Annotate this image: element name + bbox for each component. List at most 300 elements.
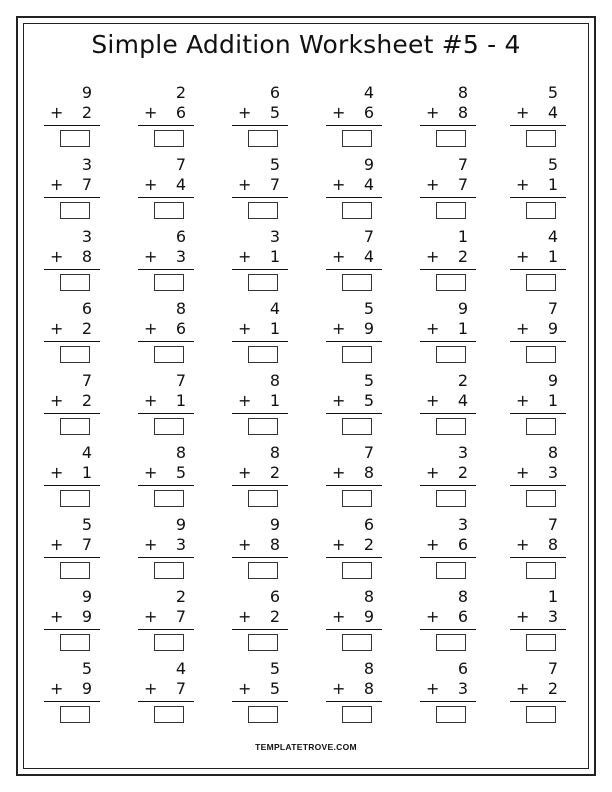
- sum-line: [44, 701, 100, 702]
- addend-bottom: 9: [547, 319, 558, 338]
- answer-box[interactable]: [436, 274, 466, 291]
- addend-bottom: 4: [547, 103, 558, 122]
- addend-bottom: 4: [363, 247, 374, 266]
- answer-box[interactable]: [526, 346, 556, 363]
- addition-problem: [134, 658, 194, 726]
- plus-sign: +: [516, 319, 530, 338]
- sum-line: [44, 197, 100, 198]
- addend-bottom: 1: [81, 463, 92, 482]
- addition-problem: [228, 658, 288, 726]
- problem-row: [0, 226, 612, 298]
- addition-problem: [40, 82, 100, 150]
- answer-box[interactable]: [526, 706, 556, 723]
- addition-problem: [416, 226, 476, 294]
- addend-bottom: 8: [547, 535, 558, 554]
- plus-sign: +: [332, 175, 346, 194]
- sum-line: [44, 485, 100, 486]
- sum-line: [138, 125, 194, 126]
- answer-box[interactable]: [342, 130, 372, 147]
- addend-top: 4: [547, 227, 558, 246]
- problem-row: [0, 370, 612, 442]
- plus-sign: +: [426, 535, 440, 554]
- addend-bottom: 9: [81, 679, 92, 698]
- sum-line: [138, 341, 194, 342]
- answer-box[interactable]: [526, 562, 556, 579]
- addend-top: 2: [457, 371, 468, 390]
- worksheet-title: Simple Addition Worksheet #5 - 4: [91, 30, 521, 59]
- addition-problem: [228, 514, 288, 582]
- answer-box[interactable]: [248, 274, 278, 291]
- answer-box[interactable]: [248, 562, 278, 579]
- plus-sign: +: [426, 103, 440, 122]
- answer-box[interactable]: [154, 490, 184, 507]
- addend-top: 2: [175, 587, 186, 606]
- addend-top: 5: [269, 659, 280, 678]
- addend-bottom: 2: [81, 319, 92, 338]
- answer-box[interactable]: [60, 418, 90, 435]
- plus-sign: +: [50, 679, 64, 698]
- addend-bottom: 5: [269, 103, 280, 122]
- plus-sign: +: [144, 103, 158, 122]
- plus-sign: +: [144, 607, 158, 626]
- answer-box[interactable]: [342, 562, 372, 579]
- sum-line: [44, 125, 100, 126]
- plus-sign: +: [332, 103, 346, 122]
- addend-top: 6: [457, 659, 468, 678]
- answer-box[interactable]: [436, 706, 466, 723]
- sum-line: [326, 413, 382, 414]
- addition-problem: [416, 154, 476, 222]
- plus-sign: +: [50, 463, 64, 482]
- sum-line: [138, 485, 194, 486]
- addend-bottom: 2: [457, 463, 468, 482]
- addend-bottom: 5: [363, 391, 374, 410]
- addend-top: 3: [457, 443, 468, 462]
- plus-sign: +: [238, 175, 252, 194]
- plus-sign: +: [144, 535, 158, 554]
- sum-line: [138, 557, 194, 558]
- addend-top: 4: [363, 83, 374, 102]
- answer-box[interactable]: [436, 346, 466, 363]
- addition-problem: [228, 154, 288, 222]
- plus-sign: +: [50, 175, 64, 194]
- plus-sign: +: [332, 679, 346, 698]
- problem-row: [0, 658, 612, 730]
- addend-top: 7: [175, 371, 186, 390]
- plus-sign: +: [50, 319, 64, 338]
- addend-top: 8: [269, 371, 280, 390]
- problem-row: [0, 82, 612, 154]
- addition-problem: [506, 442, 566, 510]
- sum-line: [420, 413, 476, 414]
- addend-bottom: 1: [269, 391, 280, 410]
- sum-line: [44, 341, 100, 342]
- plus-sign: +: [516, 103, 530, 122]
- addend-top: 5: [81, 515, 92, 534]
- addend-bottom: 8: [81, 247, 92, 266]
- addend-top: 8: [175, 443, 186, 462]
- addend-top: 5: [81, 659, 92, 678]
- addition-problem: [134, 586, 194, 654]
- addition-problem: [134, 154, 194, 222]
- addition-problem: [506, 298, 566, 366]
- answer-box[interactable]: [342, 634, 372, 651]
- plus-sign: +: [144, 679, 158, 698]
- addend-bottom: 6: [175, 319, 186, 338]
- addend-top: 6: [363, 515, 374, 534]
- addend-top: 5: [269, 155, 280, 174]
- problem-row: [0, 442, 612, 514]
- answer-box[interactable]: [342, 418, 372, 435]
- answer-box[interactable]: [60, 562, 90, 579]
- sum-line: [138, 269, 194, 270]
- answer-box[interactable]: [526, 490, 556, 507]
- sum-line: [510, 341, 566, 342]
- addition-problem: [506, 154, 566, 222]
- addend-top: 6: [269, 587, 280, 606]
- plus-sign: +: [516, 247, 530, 266]
- addend-top: 4: [81, 443, 92, 462]
- answer-box[interactable]: [248, 634, 278, 651]
- addend-top: 8: [363, 659, 374, 678]
- plus-sign: +: [516, 679, 530, 698]
- sum-line: [232, 413, 288, 414]
- plus-sign: +: [332, 391, 346, 410]
- addition-problem: [134, 370, 194, 438]
- sum-line: [510, 557, 566, 558]
- addend-top: 7: [175, 155, 186, 174]
- addend-bottom: 5: [269, 679, 280, 698]
- addend-top: 7: [547, 659, 558, 678]
- sum-line: [232, 629, 288, 630]
- addition-problem: [40, 154, 100, 222]
- addition-problem: [506, 226, 566, 294]
- sum-line: [232, 557, 288, 558]
- addition-problem: [40, 586, 100, 654]
- addition-problem: [322, 514, 382, 582]
- addend-top: 9: [269, 515, 280, 534]
- addend-top: 8: [457, 83, 468, 102]
- addend-bottom: 8: [269, 535, 280, 554]
- addend-bottom: 2: [269, 463, 280, 482]
- sum-line: [420, 701, 476, 702]
- addition-problem: [322, 154, 382, 222]
- addend-bottom: 2: [547, 679, 558, 698]
- answer-box[interactable]: [154, 346, 184, 363]
- answer-box[interactable]: [154, 706, 184, 723]
- answer-box[interactable]: [436, 490, 466, 507]
- plus-sign: +: [516, 391, 530, 410]
- sum-line: [138, 413, 194, 414]
- answer-box[interactable]: [526, 130, 556, 147]
- addend-top: 5: [547, 155, 558, 174]
- plus-sign: +: [238, 103, 252, 122]
- addend-top: 6: [269, 83, 280, 102]
- addend-bottom: 2: [363, 535, 374, 554]
- addend-bottom: 6: [457, 535, 468, 554]
- sum-line: [420, 269, 476, 270]
- answer-box[interactable]: [60, 346, 90, 363]
- addend-bottom: 8: [457, 103, 468, 122]
- plus-sign: +: [238, 391, 252, 410]
- addend-top: 5: [363, 299, 374, 318]
- addition-problem: [416, 586, 476, 654]
- plus-sign: +: [516, 607, 530, 626]
- sum-line: [44, 269, 100, 270]
- addend-top: 1: [547, 587, 558, 606]
- sum-line: [232, 197, 288, 198]
- addend-bottom: 5: [175, 463, 186, 482]
- addition-problem: [506, 82, 566, 150]
- plus-sign: +: [238, 607, 252, 626]
- addend-bottom: 7: [175, 607, 186, 626]
- sum-line: [420, 341, 476, 342]
- plus-sign: +: [516, 535, 530, 554]
- sum-line: [326, 197, 382, 198]
- addend-bottom: 1: [547, 247, 558, 266]
- addend-top: 5: [363, 371, 374, 390]
- addition-problem: [40, 370, 100, 438]
- plus-sign: +: [426, 463, 440, 482]
- addend-top: 9: [363, 155, 374, 174]
- answer-box[interactable]: [248, 202, 278, 219]
- addition-problem: [228, 298, 288, 366]
- addend-top: 8: [175, 299, 186, 318]
- addend-top: 4: [269, 299, 280, 318]
- plus-sign: +: [144, 247, 158, 266]
- addend-bottom: 3: [457, 679, 468, 698]
- plus-sign: +: [426, 607, 440, 626]
- addend-top: 5: [547, 83, 558, 102]
- addend-bottom: 3: [547, 463, 558, 482]
- addend-bottom: 1: [547, 391, 558, 410]
- addition-problem: [228, 442, 288, 510]
- answer-box[interactable]: [526, 202, 556, 219]
- plus-sign: +: [238, 319, 252, 338]
- addend-top: 7: [457, 155, 468, 174]
- addition-problem: [322, 82, 382, 150]
- addend-bottom: 7: [175, 679, 186, 698]
- plus-sign: +: [426, 679, 440, 698]
- addition-problem: [228, 370, 288, 438]
- plus-sign: +: [144, 175, 158, 194]
- addend-bottom: 2: [457, 247, 468, 266]
- plus-sign: +: [332, 607, 346, 626]
- addend-top: 7: [363, 443, 374, 462]
- answer-box[interactable]: [248, 490, 278, 507]
- answer-box[interactable]: [154, 202, 184, 219]
- answer-box[interactable]: [60, 490, 90, 507]
- addition-problem: [322, 370, 382, 438]
- answer-box[interactable]: [60, 202, 90, 219]
- addend-bottom: 1: [269, 319, 280, 338]
- addend-top: 9: [81, 83, 92, 102]
- plus-sign: +: [50, 535, 64, 554]
- answer-box[interactable]: [436, 202, 466, 219]
- plus-sign: +: [238, 247, 252, 266]
- addend-top: 7: [547, 515, 558, 534]
- sum-line: [326, 701, 382, 702]
- answer-box[interactable]: [60, 130, 90, 147]
- answer-box[interactable]: [60, 706, 90, 723]
- sum-line: [510, 269, 566, 270]
- sum-line: [326, 485, 382, 486]
- addition-problem: [134, 226, 194, 294]
- addend-top: 3: [269, 227, 280, 246]
- answer-box[interactable]: [526, 274, 556, 291]
- answer-box[interactable]: [248, 346, 278, 363]
- sum-line: [420, 629, 476, 630]
- sum-line: [510, 197, 566, 198]
- answer-box[interactable]: [342, 346, 372, 363]
- footer-brand: TEMPLATETROVE.COM: [255, 742, 357, 752]
- plus-sign: +: [426, 247, 440, 266]
- addition-problem: [228, 82, 288, 150]
- addend-top: 6: [81, 299, 92, 318]
- plus-sign: +: [50, 607, 64, 626]
- addend-top: 9: [457, 299, 468, 318]
- addition-problem: [322, 226, 382, 294]
- addend-bottom: 2: [269, 607, 280, 626]
- sum-line: [510, 485, 566, 486]
- plus-sign: +: [144, 391, 158, 410]
- plus-sign: +: [144, 319, 158, 338]
- addend-top: 9: [81, 587, 92, 606]
- plus-sign: +: [516, 463, 530, 482]
- addend-top: 9: [175, 515, 186, 534]
- sum-line: [510, 125, 566, 126]
- addition-problem: [322, 658, 382, 726]
- addend-top: 2: [175, 83, 186, 102]
- addend-top: 9: [547, 371, 558, 390]
- addend-bottom: 1: [457, 319, 468, 338]
- sum-line: [232, 701, 288, 702]
- addition-problem: [134, 442, 194, 510]
- addend-top: 4: [175, 659, 186, 678]
- addition-problem: [416, 658, 476, 726]
- addition-problem: [40, 226, 100, 294]
- sum-line: [510, 413, 566, 414]
- addition-problem: [228, 586, 288, 654]
- sum-line: [44, 629, 100, 630]
- addend-bottom: 4: [175, 175, 186, 194]
- addition-problem: [40, 658, 100, 726]
- sum-line: [510, 629, 566, 630]
- addend-top: 7: [547, 299, 558, 318]
- answer-box[interactable]: [526, 418, 556, 435]
- sum-line: [326, 125, 382, 126]
- plus-sign: +: [50, 391, 64, 410]
- addition-problem: [40, 514, 100, 582]
- addition-problem: [322, 298, 382, 366]
- answer-box[interactable]: [342, 706, 372, 723]
- answer-box[interactable]: [436, 634, 466, 651]
- sum-line: [326, 341, 382, 342]
- addend-bottom: 7: [269, 175, 280, 194]
- addend-bottom: 8: [363, 679, 374, 698]
- plus-sign: +: [50, 103, 64, 122]
- addition-problem: [506, 514, 566, 582]
- addition-problem: [506, 658, 566, 726]
- answer-box[interactable]: [342, 274, 372, 291]
- addend-top: 3: [457, 515, 468, 534]
- sum-line: [326, 557, 382, 558]
- plus-sign: +: [332, 319, 346, 338]
- addend-bottom: 2: [81, 103, 92, 122]
- plus-sign: +: [238, 535, 252, 554]
- plus-sign: +: [332, 535, 346, 554]
- sum-line: [44, 413, 100, 414]
- sum-line: [138, 197, 194, 198]
- addend-bottom: 9: [363, 319, 374, 338]
- plus-sign: +: [426, 319, 440, 338]
- answer-box[interactable]: [154, 274, 184, 291]
- addition-problem: [416, 82, 476, 150]
- addition-problem: [416, 514, 476, 582]
- addend-bottom: 9: [81, 607, 92, 626]
- addition-problem: [134, 82, 194, 150]
- problem-row: [0, 154, 612, 226]
- sum-line: [138, 701, 194, 702]
- plus-sign: +: [332, 247, 346, 266]
- sum-line: [232, 341, 288, 342]
- problem-row: [0, 514, 612, 586]
- plus-sign: +: [516, 175, 530, 194]
- addend-bottom: 4: [363, 175, 374, 194]
- addend-bottom: 1: [547, 175, 558, 194]
- sum-line: [420, 125, 476, 126]
- plus-sign: +: [144, 463, 158, 482]
- answer-box[interactable]: [154, 130, 184, 147]
- answer-box[interactable]: [342, 202, 372, 219]
- answer-box[interactable]: [60, 274, 90, 291]
- addition-problem: [416, 370, 476, 438]
- answer-box[interactable]: [154, 418, 184, 435]
- addend-bottom: 1: [175, 391, 186, 410]
- addend-top: 8: [547, 443, 558, 462]
- sum-line: [138, 629, 194, 630]
- answer-box[interactable]: [154, 562, 184, 579]
- addend-bottom: 6: [363, 103, 374, 122]
- answer-box[interactable]: [436, 418, 466, 435]
- answer-box[interactable]: [248, 130, 278, 147]
- answer-box[interactable]: [526, 634, 556, 651]
- answer-box[interactable]: [342, 490, 372, 507]
- sum-line: [510, 701, 566, 702]
- addend-bottom: 3: [175, 535, 186, 554]
- addition-problem: [416, 298, 476, 366]
- addend-bottom: 3: [547, 607, 558, 626]
- sum-line: [232, 485, 288, 486]
- addition-problem: [134, 298, 194, 366]
- answer-box[interactable]: [248, 706, 278, 723]
- plus-sign: +: [426, 391, 440, 410]
- addend-top: 3: [81, 155, 92, 174]
- answer-box[interactable]: [154, 634, 184, 651]
- addend-bottom: 2: [81, 391, 92, 410]
- addition-problem: [322, 442, 382, 510]
- addition-problem: [40, 298, 100, 366]
- answer-box[interactable]: [436, 130, 466, 147]
- addend-bottom: 7: [81, 175, 92, 194]
- answer-box[interactable]: [436, 562, 466, 579]
- addition-problem: [40, 442, 100, 510]
- plus-sign: +: [426, 175, 440, 194]
- answer-box[interactable]: [60, 634, 90, 651]
- answer-box[interactable]: [248, 418, 278, 435]
- addend-bottom: 3: [175, 247, 186, 266]
- sum-line: [232, 269, 288, 270]
